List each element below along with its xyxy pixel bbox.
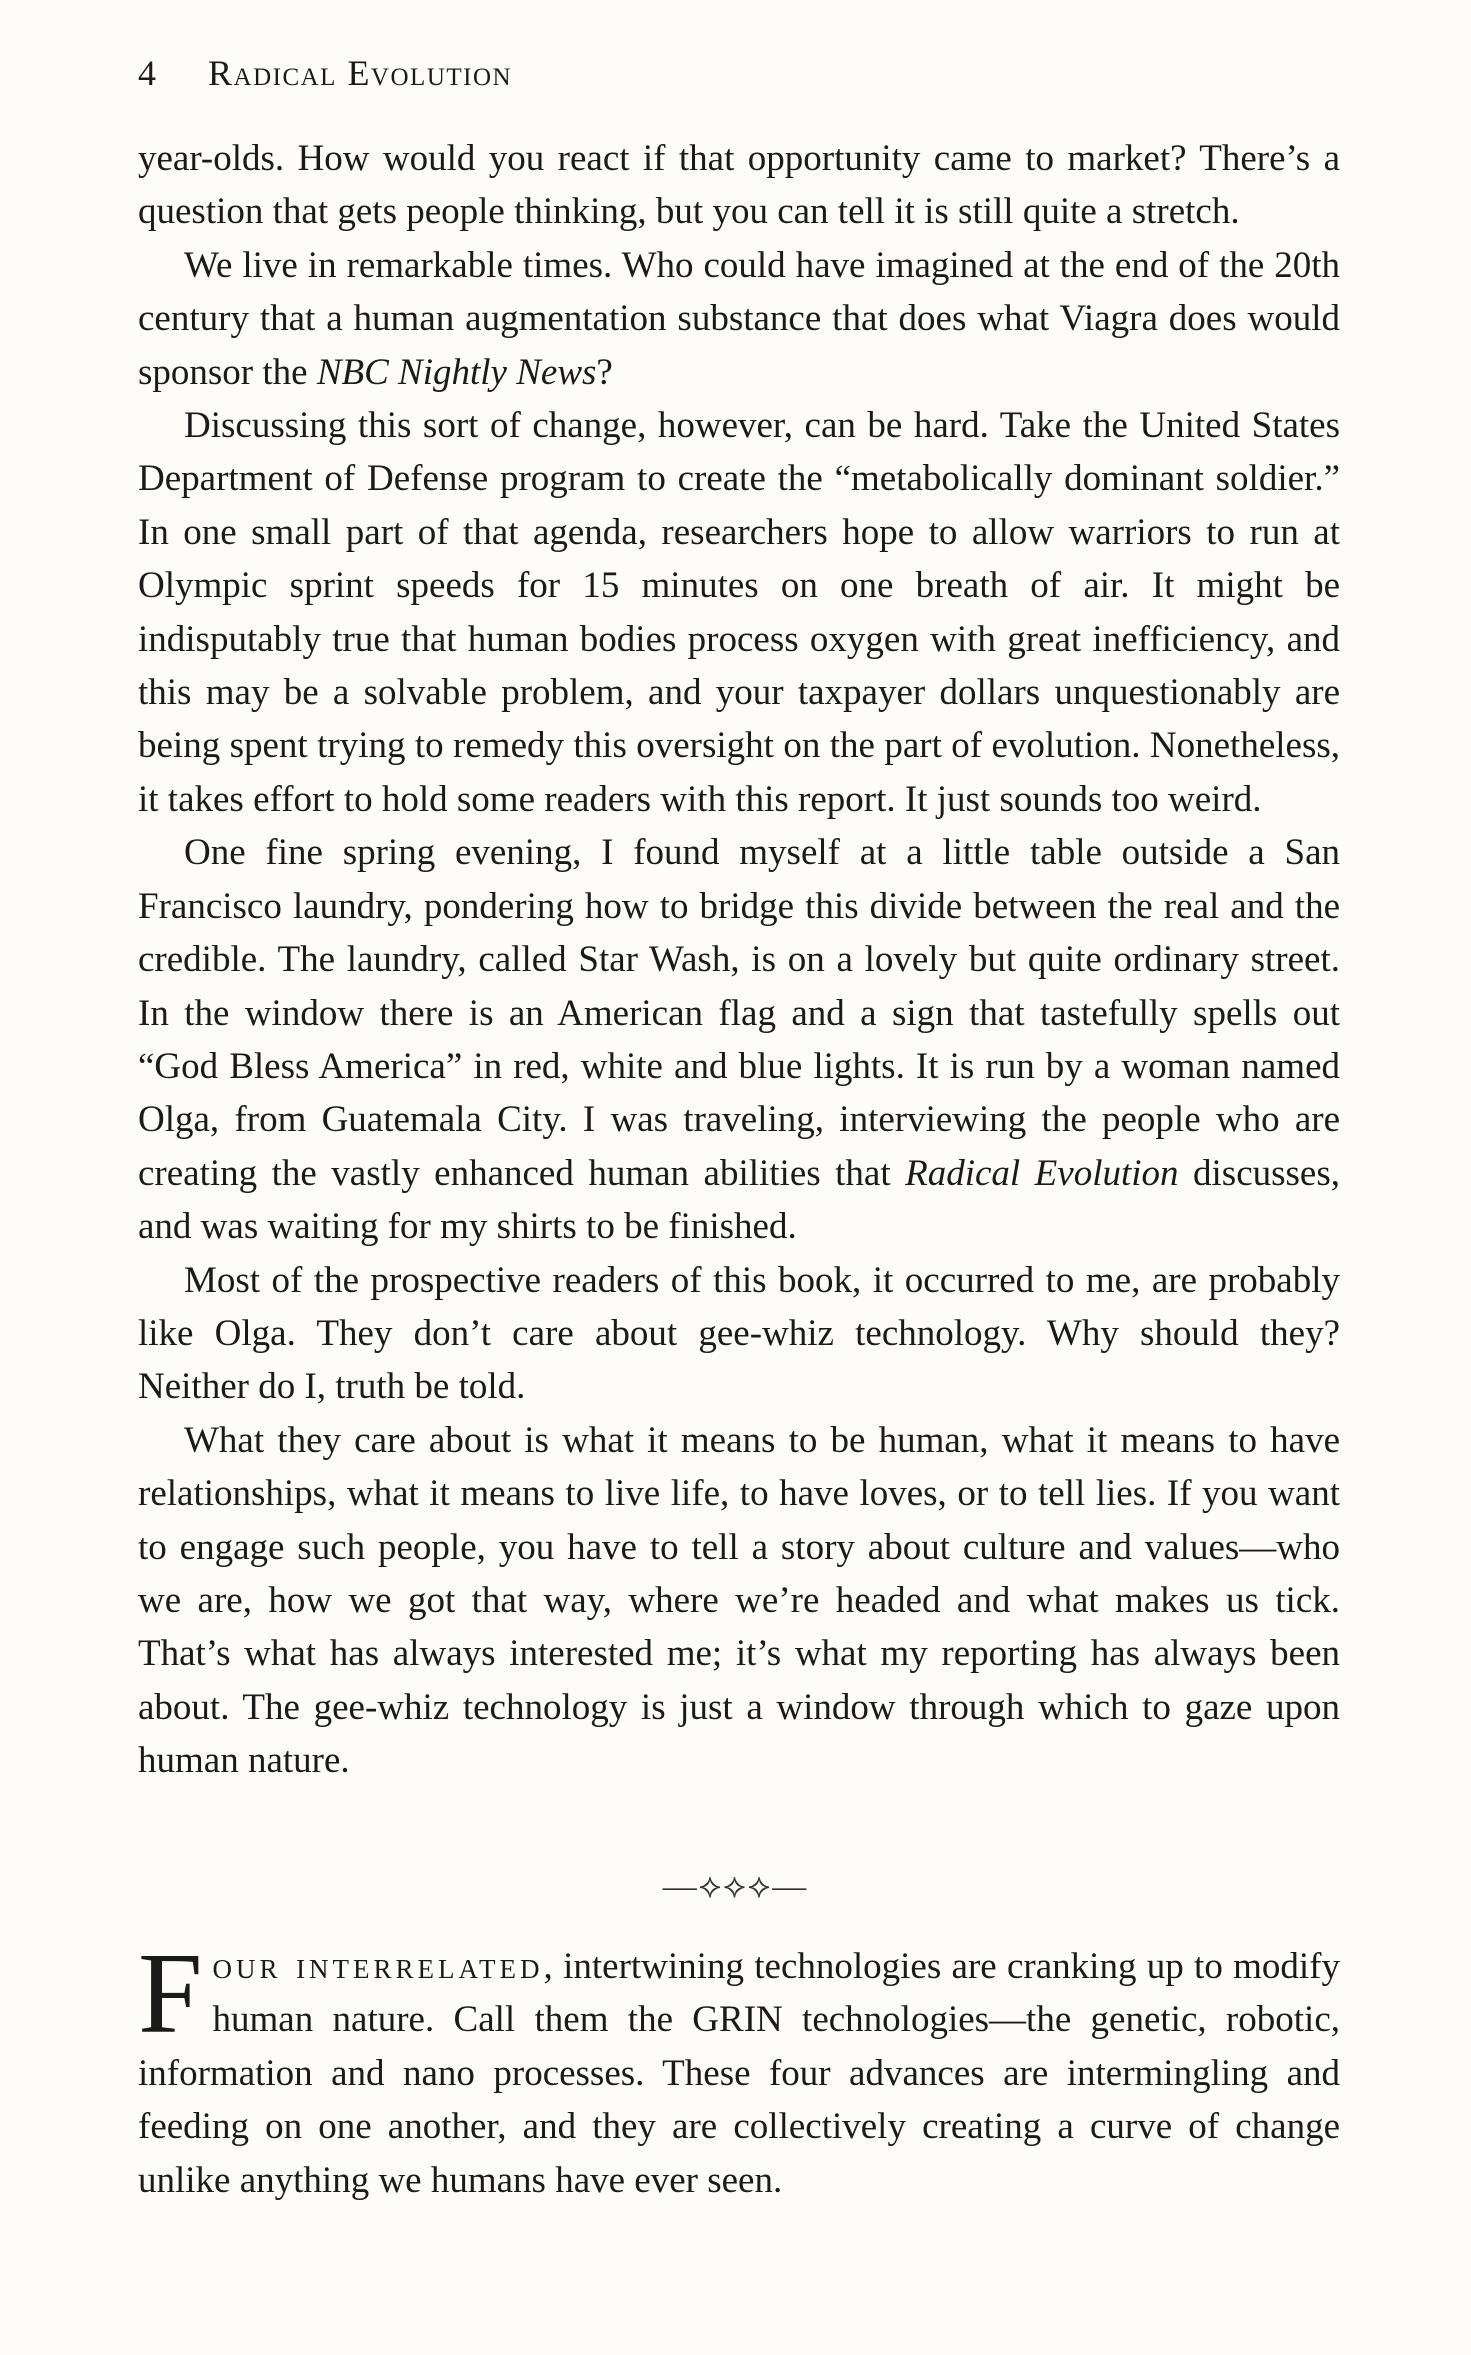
paragraph-text: Most of the prospective readers of this book, it occurred to me, are probably like Olga. They don’t care about gee-whiz technology. Why should they? Neither do I, truth be told. xyxy=(138,1259,1340,1408)
running-title: Radical Evolution xyxy=(208,53,513,93)
paragraph-text: discusses, and was waiting for my shirts to be finished. xyxy=(138,1152,1340,1248)
paragraph xyxy=(138,1254,1340,1414)
running-head xyxy=(138,52,512,94)
paragraph-text: ? xyxy=(596,351,613,393)
paragraph-text: One fine spring evening, I found myself at a little table outside a San Francisco laundry, pondering how to bridge this divide between the real and the credible. The laundry, called Star Wash, is on a lovely but quite ordinary street. In the window there is an American flag and a sign that tastefully spells out “God Bless America” in red, white and blue lights. It is run by a woman named Olga, from Guatemala City. I was traveling, interviewing the people who are creating the vastly enhanced human abilities that xyxy=(138,832,1340,1194)
section-paragraph xyxy=(138,1930,1341,2207)
drop-cap: F xyxy=(138,1930,203,2058)
italic-title: Radical Evolution xyxy=(905,1152,1179,1194)
paragraph xyxy=(138,239,1340,399)
lead-in-small-caps: our interrelated xyxy=(212,1945,544,1987)
paragraph xyxy=(138,1414,1340,1788)
paragraph xyxy=(138,826,1340,1253)
paragraph-text: What they care about is what it means to be human, what it means to have relationships, what it means to live life, to have loves, or to tell lies. If you want to engage such people, you have to tell a story about culture and values—who we are, how we got that way, where we’re headed and what makes us tick. That’s what has always interested me; it’s what my reporting has always been about. The gee-whiz technology is just a window through which to gaze upon human nature. xyxy=(138,1419,1340,1782)
paragraph-text: Discussing this sort of change, however, can be hard. Take the United States Department of Defense program to create the “metabolically dominant soldier.” In one small part of that agenda, researchers hope to allow warriors to run at Olympic sprint speeds for 15 minutes on one breath of air. It might be indisputably true that human bodies process oxygen with great inefficiency, and this may be a solvable problem, and your taxpayer dollars unquestionably are being spent trying to remedy this oversight on the part of evolution. Nonetheless, it takes effort to hold some readers with this report. It just sounds too weird. xyxy=(138,405,1340,820)
paragraph xyxy=(138,132,1340,239)
section-break-ornament: —⟡⟡⟡— xyxy=(662,1868,809,1905)
page-number: 4 xyxy=(138,53,157,93)
italic-title: NBC Nightly News xyxy=(316,351,597,393)
body-text xyxy=(138,132,1340,1788)
paragraph-text: year-olds. How would you react if that opportunity came to market? There’s a question that gets people thinking, but you can tell it is still quite a stretch. xyxy=(138,138,1340,233)
section-body-text: , intertwining technologies are cranking up to modify human nature. Call them the GRIN technologies—the genetic, robotic, information and nano processes. These four advances are intermingling and feeding on one another, and they are collectively creating a curve of change unlike anything we humans have ever seen. xyxy=(138,1946,1341,2201)
paragraph-text: We live in remarkable times. Who could have imagined at the end of the 20th century that a human augmentation substance that does what Viagra does would sponsor the xyxy=(138,244,1340,393)
section-opening xyxy=(138,1930,1341,2207)
paragraph xyxy=(138,399,1340,826)
